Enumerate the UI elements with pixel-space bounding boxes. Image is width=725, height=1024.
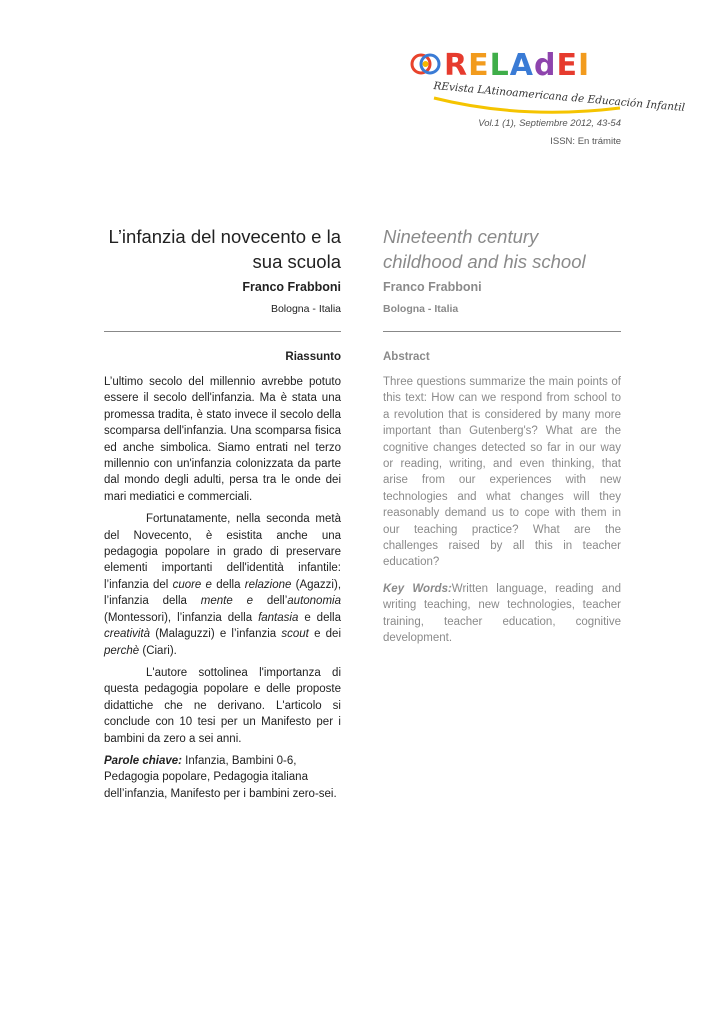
author-name: Franco Frabboni — [383, 280, 482, 294]
abstract-paragraph: Three questions summarize the main points of this text: How can we respond from school to a revolution that is considered by many more important than Gutenberg's? What are the cognitive changes detected so far in our way or reading, writing, and even thinking, that arise from our experiences with new technologies and what changes will they reasonably demand us to cope with them in our teaching practice? What are the challenges raised by all this in teacher education? — [383, 376, 621, 569]
logo-swoosh-icon — [432, 90, 622, 116]
journal-issn: ISSN: En trámite — [550, 136, 621, 147]
keywords-label: Key Words: — [383, 582, 452, 595]
abstract-heading: Abstract — [383, 351, 430, 363]
abstract-heading: Riassunto — [285, 351, 341, 363]
abstract-english — [383, 374, 621, 653]
journal-volume: Vol.1 (1), Septiembre 2012, 43-54 — [478, 118, 621, 129]
title-line: childhood and his school — [383, 251, 586, 272]
logo-emblem-icon — [410, 50, 444, 80]
divider — [104, 331, 341, 332]
keywords — [383, 581, 621, 647]
keywords-label: Parole chiave: — [104, 754, 182, 767]
divider — [383, 331, 621, 332]
journal-logo — [410, 46, 686, 116]
abstract-paragraph: L'autore sottolinea l'importanza di questa pedagogia popolare e delle proposte didattiche che ne derivano. L'articolo si conclude con 10 tesi per un Manifesto per i bambini da zero a sei anni. — [104, 666, 341, 745]
abstract-italian — [104, 374, 341, 808]
title-line: sua scuola — [252, 251, 341, 272]
author-name: Franco Frabboni — [242, 280, 341, 294]
author-affiliation: Bologna - Italia — [270, 303, 341, 315]
article-title-english — [383, 224, 621, 274]
author-affiliation: Bologna - Italia — [383, 303, 459, 315]
keywords — [104, 753, 341, 802]
abstract-paragraph: Fortunatamente, nella seconda metà del Novecento, è esistita anche una pedagogia popolare in grado di preservare elementi importanti dell'identità infantile: l’infanzia del cuore e della relazione (Agazzi), l’infanzia della mente e dell’autonomia (Montessori), l’infanzia della fantasia e della creatività (Malaguzzi) e l’infanzia scout e dei perchè (Ciari). — [104, 513, 342, 657]
logo-wordmark: RELAdEI — [444, 48, 591, 83]
abstract-paragraph: L’ultimo secolo del millennio avrebbe potuto essere il secolo dell'infanzia. Ma è stata una promessa tradita, è stato invece il secolo della scomparsa dell'infanzia. Una scomparsa fisica ed anche simbolica. Siamo entrati nel terzo millennio con un'infanzia colonizzata da parte dal mondo degli adulti, persa tra le onde dei mari mediatici e commerciali. — [104, 376, 341, 503]
title-line: Nineteenth century — [383, 226, 539, 247]
article-title-italian — [104, 224, 341, 274]
keywords-list: Written language, reading and writing teaching, new technologies, teacher training, teacher education, cognitive development. — [383, 582, 621, 645]
logo-subtitle: REvista LAtinoamericana de Educación Infantil — [432, 80, 686, 114]
keywords-list: Infanzia, Bambini 0-6, Pedagogia popolare, Pedagogia italiana dell’infanzia, Manifesto per i bambini zero-sei. — [104, 754, 337, 800]
title-line: L’infanzia del novecento e la — [108, 226, 341, 247]
